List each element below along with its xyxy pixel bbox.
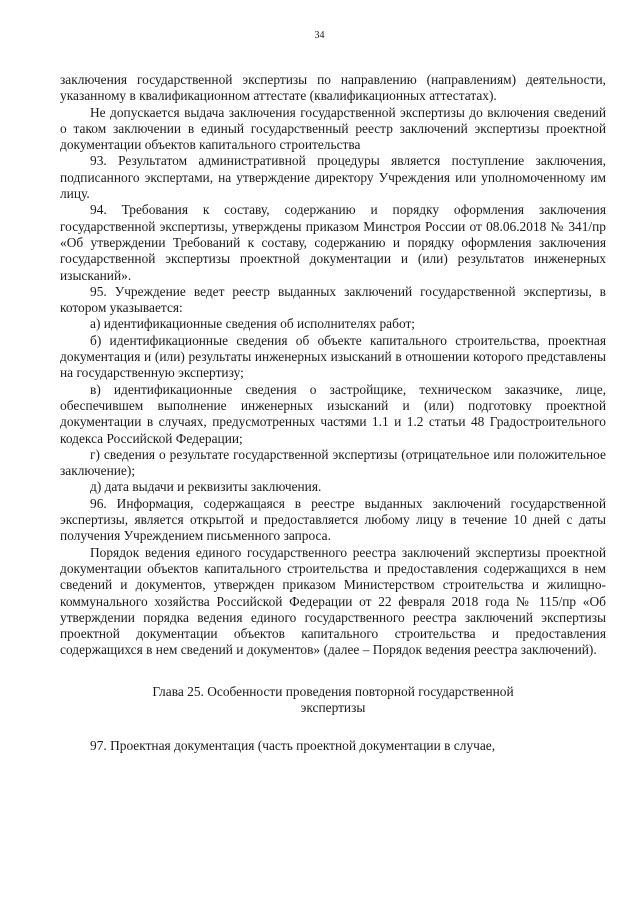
- list-item-g: г) сведения о результате государственной экспертизы (отрицательное или положительное заключение);: [60, 446, 606, 479]
- paragraph-97: 97. Проектная документация (часть проектной документации в случае,: [90, 738, 496, 754]
- page-number: 34: [314, 30, 325, 41]
- document-body: [60, 72, 606, 755]
- chapter-heading-line: экспертизы: [300, 699, 366, 715]
- chapter-heading: [60, 684, 606, 717]
- list-item-d: д) дата выдачи и реквизиты заключения.: [90, 479, 322, 495]
- list-item-a: а) идентификационные сведения об исполнителях работ;: [90, 316, 416, 332]
- paragraph-93: 93. Результатом административной процедуры является поступление заключения, подписанного экспертами, на утверждение директору Учреждения или уполномоченному им лицу.: [60, 153, 606, 202]
- paragraph: Порядок ведения единого государственного реестра заключений экспертизы проектной документации объектов капитального строительства и предоставления содержащихся в нем сведений и документов, утвержден приказом Министерством строительства и жилищно-коммунального хозяйства Российской Федерации от 22 февраля 2018 года № 115/пр «Об утверждении порядка ведения единого государственного реестра заключений экспертизы проектной документации объектов капитального строительства и предоставления содержащихся в нем сведений и документов» (далее – Порядок ведения реестра заключений).: [60, 544, 606, 658]
- paragraph-94: 94. Требования к составу, содержанию и порядку оформления заключения государственной экспертизы, утверждены приказом Минстроя России от 08.06.2018 № 341/пр «Об утверждении Требований к составу, содержанию и порядку оформления заключения государственной экспертизы проектной документации и (или) результатов инженерных изысканий».: [60, 202, 606, 283]
- paragraph-95: 95. Учреждение ведет реестр выданных заключений государственной экспертизы, в котором указывается:: [60, 283, 606, 316]
- paragraph-96: 96. Информация, содержащаяся в реестре выданных заключений государственной экспертизы, является открытой и предоставляется любому лицу в течение 10 дней с даты получения Учреждением письменного запроса.: [60, 495, 606, 544]
- paragraph: заключения государственной экспертизы по направлению (направлениям) деятельности, указанному в квалификационном аттестате (квалификационных аттестатах).: [60, 72, 606, 104]
- paragraph: Не допускается выдача заключения государственной экспертизы до включения сведений о таком заключении в единый государственный реестр заключений экспертизы проектной документации объектов капитального строительства: [60, 104, 606, 153]
- list-item-v: в) идентификационные сведения о застройщике, техническом заказчике, лице, обеспечившем выполнение инженерных изысканий и (или) подготовку проектной документации в случаях, предусмотренных частями 1.1 и 1.2 статьи 48 Градостроительного кодекса Российской Федерации;: [60, 381, 606, 446]
- chapter-heading-line: Глава 25. Особенности проведения повторной государственной: [152, 683, 514, 699]
- list-item-b: б) идентификационные сведения об объекте капитального строительства, проектная документация и (или) результаты инженерных изысканий в отношении которого представлены на государственную экспертизу;: [60, 332, 606, 381]
